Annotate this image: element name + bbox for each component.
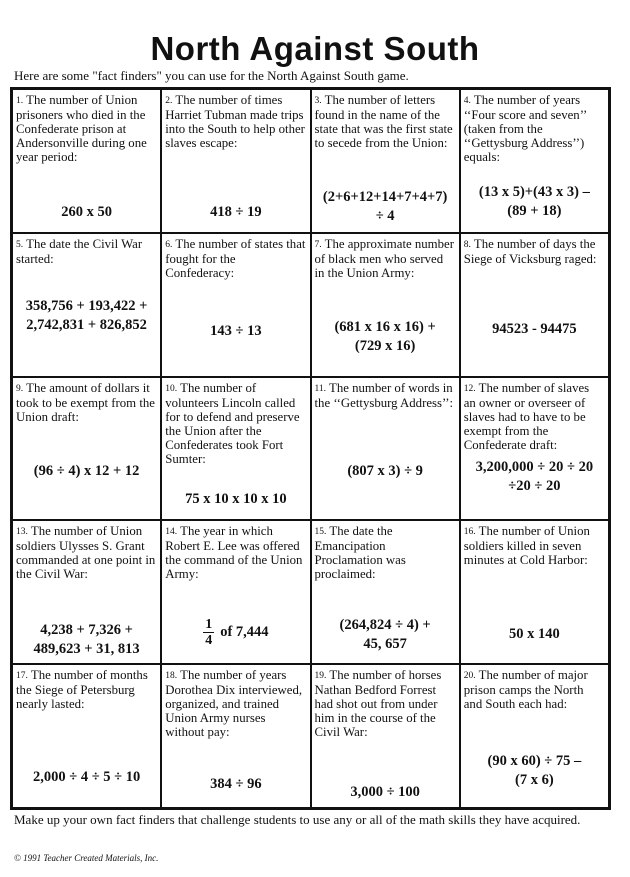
fact-question: 2. The number of times Harriet Tubman made trips into the South to help other slaves escape: — [165, 93, 305, 150]
fact-answer: 75 x 10 x 10 x 10 — [185, 490, 287, 507]
fact-answer: (681 x 16 x 16) + (729 x 16) — [334, 318, 436, 354]
fact-cell-18 — [161, 664, 310, 808]
fact-question: 18. The number of years Dorothea Dix interviewed, organized, and trained Union Army nurses without pay: — [165, 668, 303, 740]
fact-cell-1 — [12, 89, 161, 233]
fact-answer: 143 ÷ 13 — [210, 322, 262, 339]
fact-question: 15. The date the Emancipation Proclamation was proclaimed: — [314, 524, 406, 582]
fact-cell-19 — [311, 664, 460, 808]
fact-cell-13 — [12, 520, 161, 664]
fact-question: 6. The number of states that fought for the Confederacy: — [165, 236, 306, 280]
fact-cell-12 — [460, 377, 609, 521]
fact-cell-6 — [161, 233, 310, 377]
fact-question: 8. The number of days the Siege of Vicksburg raged: — [463, 236, 597, 266]
fact-cell-8 — [460, 233, 609, 377]
fact-answer: $\frac{1}{4}$ of 7,444 — [205, 617, 269, 649]
fact-answer: (807 x 3) ÷ 9 — [347, 462, 423, 479]
fact-answer: (2+6+12+14+7+4+7) ÷ 4 — [322, 189, 448, 224]
fact-cell-17 — [12, 664, 161, 808]
fact-cell-16 — [460, 520, 609, 664]
fact-cell-10 — [161, 377, 310, 521]
fact-answer: 358,756 + 193,422 + 2,742,831 + 826,852 — [25, 297, 148, 333]
fact-answer: 4,238 + 7,326 + 489,623 + 31, 813 — [33, 622, 140, 658]
fact-cell-4 — [460, 89, 609, 233]
page-title: North Against South — [150, 30, 480, 67]
fact-answer: (90 x 60) ÷ 75 – (7 x 6) — [487, 753, 582, 789]
fact-question: 16. The number of Union soldiers killed in seven minutes at Cold Harbor: — [463, 524, 590, 568]
fact-cell-20 — [460, 664, 609, 808]
fact-answer: 3,200,000 ÷ 20 ÷ 20 ÷20 ÷ 20 — [475, 458, 594, 494]
fact-cell-5 — [12, 233, 161, 377]
fact-cell-2 — [161, 89, 310, 233]
fact-question: 11. The number of words in the ‘‘Gettysburg Address’’: — [314, 380, 454, 410]
fact-question: 7. The approximate number of black men who served in the Union Army: — [314, 236, 454, 280]
fact-question: 13. The number of Union soldiers Ulysses S. Grant commanded at one point in the Civil War: — [16, 524, 156, 582]
fact-finder-grid — [10, 87, 611, 810]
fact-question: 20. The number of major prison camps the North and South each had: — [463, 668, 588, 712]
fact-question: 12. The number of slaves an owner or overseer of slaves had to have to be exempt from the Confederate draft: — [463, 380, 590, 452]
fact-answer: 2,000 ÷ 4 ÷ 5 ÷ 10 — [33, 769, 141, 786]
fact-cell-9 — [12, 377, 161, 521]
fact-question: 1. The number of Union prisoners who died in the Confederate prison at Andersonville during one year period: — [16, 93, 147, 164]
intro-text: Here are some "fact finders" you can use for the North Against South game. — [14, 68, 409, 83]
fact-answer: (264,824 ÷ 4) + 45, 657 — [339, 617, 431, 653]
fact-answer: 94523 - 94475 — [492, 320, 577, 337]
fact-cell-7 — [311, 233, 460, 377]
fact-question: 3. The number of letters found in the name of the state that was the first state to secede from the Union: — [314, 93, 453, 150]
fact-question: 5. The date the Civil War started: — [16, 236, 143, 266]
fact-question: 4. The number of years ‘‘Four score and seven’’ (taken from the ‘‘Gettysburg Address’’) equals: — [463, 93, 587, 164]
fact-question: 17. The number of months the Siege of Petersburg nearly lasted: — [16, 668, 148, 712]
fact-answer: (96 ÷ 4) x 12 + 12 — [33, 462, 140, 479]
footer-text: Make up your own fact finders that challenge students to use any or all of the math skills they have acquired. — [14, 812, 581, 827]
fact-answer: 50 x 140 — [509, 626, 560, 643]
fact-question: 14. The year in which Robert E. Lee was offered the command of the Union Army: — [165, 524, 303, 582]
copyright-text: © 1991 Teacher Created Materials, Inc. — [14, 853, 159, 863]
fact-question: 10. The number of volunteers Lincoln called for to defend and preserve the Union after the Confederates took Fort Sumter: — [165, 380, 300, 466]
fact-cell-15 — [311, 520, 460, 664]
fact-question: 9. The amount of dollars it took to be exempt from the Union draft: — [16, 380, 155, 424]
fraction: $\frac{1}{4}$ — [205, 617, 213, 649]
fact-answer: 384 ÷ 96 — [210, 776, 262, 793]
fact-cell-14 — [161, 520, 310, 664]
fact-answer: 418 ÷ 19 — [210, 204, 262, 220]
fact-answer: 3,000 ÷ 100 — [350, 784, 420, 801]
fact-cell-3 — [311, 89, 460, 233]
fact-cell-11 — [311, 377, 460, 521]
fact-question: 19. The number of horses Nathan Bedford Forrest had shot out from under him in the course of the Civil War: — [314, 668, 442, 740]
fact-answer: 260 x 50 — [61, 204, 112, 220]
fact-answer: (13 x 5)+(43 x 3) – (89 + 18) — [478, 184, 590, 219]
